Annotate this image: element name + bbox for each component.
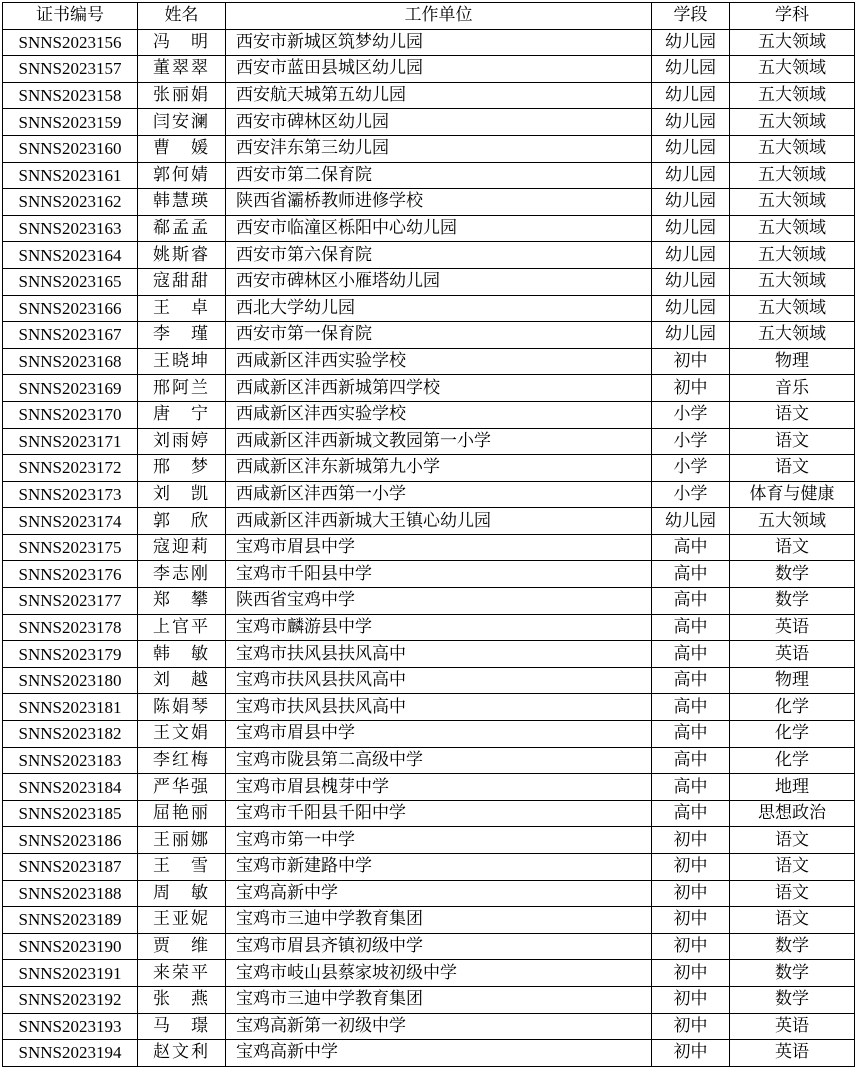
cell-work-unit: 西咸新区沣西第一小学	[226, 481, 652, 508]
cell-stage: 幼儿园	[652, 215, 730, 242]
cell-work-unit: 宝鸡市眉县齐镇初级中学	[226, 933, 652, 960]
cell-certificate-id: SNNS2023184	[3, 774, 138, 801]
cell-certificate-id: SNNS2023193	[3, 1013, 138, 1040]
header-name: 姓名	[138, 3, 226, 30]
cell-work-unit: 西咸新区沣西新城文教园第一小学	[226, 428, 652, 455]
cell-name: 马 璟	[138, 1013, 226, 1040]
cell-work-unit: 西北大学幼儿园	[226, 295, 652, 322]
table-row	[3, 82, 855, 109]
cell-work-unit: 宝鸡高新中学	[226, 880, 652, 907]
table-row	[3, 907, 855, 934]
cell-stage: 高中	[652, 747, 730, 774]
cell-work-unit: 西安市第二保育院	[226, 162, 652, 189]
cell-name: 郭 欣	[138, 508, 226, 535]
cell-work-unit: 西安市碑林区小雁塔幼儿园	[226, 268, 652, 295]
cell-certificate-id: SNNS2023189	[3, 907, 138, 934]
cell-certificate-id: SNNS2023178	[3, 614, 138, 641]
cell-subject: 语文	[730, 428, 855, 455]
cell-stage: 幼儿园	[652, 56, 730, 83]
table-row	[3, 667, 855, 694]
table-row	[3, 933, 855, 960]
cell-stage: 高中	[652, 588, 730, 615]
cell-certificate-id: SNNS2023166	[3, 295, 138, 322]
cell-stage: 高中	[652, 774, 730, 801]
cell-certificate-id: SNNS2023167	[3, 322, 138, 349]
cell-subject: 五大领域	[730, 56, 855, 83]
table-row	[3, 721, 855, 748]
cell-certificate-id: SNNS2023181	[3, 694, 138, 721]
cell-certificate-id: SNNS2023186	[3, 827, 138, 854]
table-row	[3, 1040, 855, 1067]
cell-name: 严华强	[138, 774, 226, 801]
cell-subject: 英语	[730, 641, 855, 668]
cell-subject: 语文	[730, 401, 855, 428]
cell-stage: 高中	[652, 561, 730, 588]
cell-stage: 幼儿园	[652, 189, 730, 216]
table-row	[3, 242, 855, 269]
table-row	[3, 348, 855, 375]
cell-stage: 高中	[652, 800, 730, 827]
cell-name: 刘 凯	[138, 481, 226, 508]
cell-name: 冯 明	[138, 29, 226, 56]
cell-name: 李志刚	[138, 561, 226, 588]
cell-name: 姚斯睿	[138, 242, 226, 269]
cell-name: 唐 宁	[138, 401, 226, 428]
table-row	[3, 1013, 855, 1040]
cell-name: 上官平	[138, 614, 226, 641]
cell-certificate-id: SNNS2023163	[3, 215, 138, 242]
table-row	[3, 854, 855, 881]
table-row	[3, 268, 855, 295]
cell-subject: 五大领域	[730, 189, 855, 216]
cell-subject: 英语	[730, 1040, 855, 1067]
table-row	[3, 694, 855, 721]
cell-work-unit: 宝鸡市扶风县扶风高中	[226, 641, 652, 668]
cell-name: 王亚妮	[138, 907, 226, 934]
cell-work-unit: 宝鸡市陇县第二高级中学	[226, 747, 652, 774]
cell-stage: 幼儿园	[652, 268, 730, 295]
cell-name: 王晓坤	[138, 348, 226, 375]
cell-subject: 语文	[730, 854, 855, 881]
table-row	[3, 56, 855, 83]
cell-stage: 初中	[652, 933, 730, 960]
cell-certificate-id: SNNS2023180	[3, 667, 138, 694]
cell-stage: 初中	[652, 907, 730, 934]
cell-name: 郗孟孟	[138, 215, 226, 242]
table-row	[3, 827, 855, 854]
table-row	[3, 401, 855, 428]
cell-subject: 英语	[730, 1013, 855, 1040]
cell-subject: 五大领域	[730, 82, 855, 109]
cell-name: 邢阿兰	[138, 375, 226, 402]
cell-subject: 化学	[730, 721, 855, 748]
table-row	[3, 960, 855, 987]
cell-subject: 五大领域	[730, 109, 855, 136]
cell-name: 寇迎莉	[138, 534, 226, 561]
cell-subject: 数学	[730, 561, 855, 588]
table-row	[3, 800, 855, 827]
cell-work-unit: 西咸新区沣西新城大王镇心幼儿园	[226, 508, 652, 535]
table-row	[3, 295, 855, 322]
cell-certificate-id: SNNS2023177	[3, 588, 138, 615]
cell-certificate-id: SNNS2023171	[3, 428, 138, 455]
cell-stage: 初中	[652, 375, 730, 402]
cell-work-unit: 西咸新区沣西实验学校	[226, 348, 652, 375]
cell-name: 王 雪	[138, 854, 226, 881]
cell-subject: 语文	[730, 827, 855, 854]
cell-stage: 幼儿园	[652, 508, 730, 535]
cell-name: 王文娟	[138, 721, 226, 748]
table-row	[3, 481, 855, 508]
cell-work-unit: 陕西省宝鸡中学	[226, 588, 652, 615]
cell-name: 韩 敏	[138, 641, 226, 668]
cell-certificate-id: SNNS2023185	[3, 800, 138, 827]
table-row	[3, 29, 855, 56]
cell-subject: 地理	[730, 774, 855, 801]
header-certificate-id: 证书编号	[3, 3, 138, 30]
certificate-table	[2, 2, 855, 1067]
cell-name: 屈艳丽	[138, 800, 226, 827]
cell-subject: 五大领域	[730, 242, 855, 269]
cell-subject: 五大领域	[730, 162, 855, 189]
cell-stage: 初中	[652, 960, 730, 987]
table-body	[3, 29, 855, 1066]
cell-work-unit: 西安市碑林区幼儿园	[226, 109, 652, 136]
cell-stage: 小学	[652, 428, 730, 455]
cell-name: 张 燕	[138, 986, 226, 1013]
cell-subject: 五大领域	[730, 268, 855, 295]
table-row	[3, 135, 855, 162]
header-subject: 学科	[730, 3, 855, 30]
header-work-unit: 工作单位	[226, 3, 652, 30]
table-row	[3, 588, 855, 615]
cell-work-unit: 西安市蓝田县城区幼儿园	[226, 56, 652, 83]
cell-name: 韩慧瑛	[138, 189, 226, 216]
cell-stage: 初中	[652, 880, 730, 907]
cell-stage: 高中	[652, 614, 730, 641]
table-row	[3, 109, 855, 136]
table-row	[3, 986, 855, 1013]
cell-work-unit: 陕西省灞桥教师进修学校	[226, 189, 652, 216]
cell-subject: 五大领域	[730, 295, 855, 322]
cell-stage: 初中	[652, 1040, 730, 1067]
cell-work-unit: 宝鸡市麟游县中学	[226, 614, 652, 641]
cell-certificate-id: SNNS2023179	[3, 641, 138, 668]
cell-certificate-id: SNNS2023168	[3, 348, 138, 375]
cell-certificate-id: SNNS2023175	[3, 534, 138, 561]
cell-name: 李红梅	[138, 747, 226, 774]
cell-stage: 幼儿园	[652, 29, 730, 56]
cell-stage: 初中	[652, 827, 730, 854]
cell-name: 王丽娜	[138, 827, 226, 854]
cell-stage: 高中	[652, 721, 730, 748]
cell-certificate-id: SNNS2023162	[3, 189, 138, 216]
cell-stage: 幼儿园	[652, 109, 730, 136]
cell-work-unit: 宝鸡市岐山县蔡家坡初级中学	[226, 960, 652, 987]
table-header-row	[3, 3, 855, 30]
cell-stage: 初中	[652, 348, 730, 375]
table-row	[3, 162, 855, 189]
cell-stage: 高中	[652, 534, 730, 561]
cell-stage: 幼儿园	[652, 322, 730, 349]
table-row	[3, 375, 855, 402]
cell-work-unit: 西安市新城区筑梦幼儿园	[226, 29, 652, 56]
cell-name: 王 卓	[138, 295, 226, 322]
cell-stage: 高中	[652, 694, 730, 721]
cell-subject: 数学	[730, 986, 855, 1013]
cell-name: 陈娟琴	[138, 694, 226, 721]
cell-certificate-id: SNNS2023192	[3, 986, 138, 1013]
cell-certificate-id: SNNS2023158	[3, 82, 138, 109]
cell-work-unit: 宝鸡市千阳县千阳中学	[226, 800, 652, 827]
cell-certificate-id: SNNS2023172	[3, 455, 138, 482]
cell-subject: 五大领域	[730, 135, 855, 162]
cell-subject: 数学	[730, 588, 855, 615]
cell-subject: 音乐	[730, 375, 855, 402]
cell-work-unit: 西安沣东第三幼儿园	[226, 135, 652, 162]
cell-certificate-id: SNNS2023187	[3, 854, 138, 881]
cell-certificate-id: SNNS2023191	[3, 960, 138, 987]
cell-certificate-id: SNNS2023174	[3, 508, 138, 535]
cell-work-unit: 西安市临潼区栎阳中心幼儿园	[226, 215, 652, 242]
cell-certificate-id: SNNS2023160	[3, 135, 138, 162]
cell-name: 郑 攀	[138, 588, 226, 615]
cell-name: 寇甜甜	[138, 268, 226, 295]
table-row	[3, 774, 855, 801]
cell-work-unit: 宝鸡市眉县槐芽中学	[226, 774, 652, 801]
cell-certificate-id: SNNS2023173	[3, 481, 138, 508]
table-row	[3, 534, 855, 561]
table-row	[3, 508, 855, 535]
cell-work-unit: 宝鸡市新建路中学	[226, 854, 652, 881]
cell-subject: 五大领域	[730, 215, 855, 242]
cell-stage: 高中	[652, 641, 730, 668]
cell-subject: 物理	[730, 667, 855, 694]
table-row	[3, 189, 855, 216]
cell-subject: 数学	[730, 933, 855, 960]
cell-stage: 幼儿园	[652, 135, 730, 162]
cell-certificate-id: SNNS2023159	[3, 109, 138, 136]
cell-subject: 语文	[730, 880, 855, 907]
cell-name: 邢 梦	[138, 455, 226, 482]
cell-work-unit: 西咸新区沣西新城第四学校	[226, 375, 652, 402]
cell-work-unit: 西安市第一保育院	[226, 322, 652, 349]
table-row	[3, 455, 855, 482]
cell-stage: 幼儿园	[652, 82, 730, 109]
cell-certificate-id: SNNS2023161	[3, 162, 138, 189]
cell-subject: 五大领域	[730, 29, 855, 56]
table-row	[3, 614, 855, 641]
cell-work-unit: 宝鸡市扶风县扶风高中	[226, 694, 652, 721]
cell-certificate-id: SNNS2023169	[3, 375, 138, 402]
cell-stage: 幼儿园	[652, 242, 730, 269]
cell-certificate-id: SNNS2023165	[3, 268, 138, 295]
cell-work-unit: 宝鸡市眉县中学	[226, 534, 652, 561]
cell-certificate-id: SNNS2023157	[3, 56, 138, 83]
table-row	[3, 215, 855, 242]
cell-subject: 体育与健康	[730, 481, 855, 508]
cell-work-unit: 西安航天城第五幼儿园	[226, 82, 652, 109]
cell-subject: 五大领域	[730, 322, 855, 349]
cell-subject: 数学	[730, 960, 855, 987]
cell-certificate-id: SNNS2023164	[3, 242, 138, 269]
cell-certificate-id: SNNS2023190	[3, 933, 138, 960]
cell-subject: 语文	[730, 907, 855, 934]
cell-work-unit: 宝鸡高新中学	[226, 1040, 652, 1067]
cell-subject: 思想政治	[730, 800, 855, 827]
cell-subject: 语文	[730, 455, 855, 482]
cell-certificate-id: SNNS2023194	[3, 1040, 138, 1067]
cell-stage: 初中	[652, 986, 730, 1013]
cell-work-unit: 宝鸡市扶风县扶风高中	[226, 667, 652, 694]
cell-stage: 小学	[652, 481, 730, 508]
cell-work-unit: 西咸新区沣西实验学校	[226, 401, 652, 428]
cell-name: 贾 维	[138, 933, 226, 960]
cell-subject: 语文	[730, 534, 855, 561]
cell-name: 曹 媛	[138, 135, 226, 162]
cell-work-unit: 宝鸡市三迪中学教育集团	[226, 907, 652, 934]
cell-name: 张丽娟	[138, 82, 226, 109]
cell-name: 闫安澜	[138, 109, 226, 136]
cell-name: 李 瑾	[138, 322, 226, 349]
cell-stage: 小学	[652, 455, 730, 482]
cell-work-unit: 宝鸡市第一中学	[226, 827, 652, 854]
cell-work-unit: 宝鸡市眉县中学	[226, 721, 652, 748]
cell-stage: 幼儿园	[652, 162, 730, 189]
cell-stage: 高中	[652, 667, 730, 694]
table-row	[3, 880, 855, 907]
cell-certificate-id: SNNS2023176	[3, 561, 138, 588]
cell-stage: 幼儿园	[652, 295, 730, 322]
cell-subject: 化学	[730, 694, 855, 721]
table-row	[3, 428, 855, 455]
header-stage: 学段	[652, 3, 730, 30]
cell-subject: 化学	[730, 747, 855, 774]
table-row	[3, 747, 855, 774]
table-row	[3, 561, 855, 588]
table-row	[3, 322, 855, 349]
cell-subject: 英语	[730, 614, 855, 641]
cell-name: 董翠翠	[138, 56, 226, 83]
cell-subject: 物理	[730, 348, 855, 375]
cell-name: 刘雨婷	[138, 428, 226, 455]
cell-work-unit: 宝鸡市三迪中学教育集团	[226, 986, 652, 1013]
cell-certificate-id: SNNS2023183	[3, 747, 138, 774]
cell-certificate-id: SNNS2023170	[3, 401, 138, 428]
cell-stage: 小学	[652, 401, 730, 428]
cell-certificate-id: SNNS2023182	[3, 721, 138, 748]
cell-name: 赵文利	[138, 1040, 226, 1067]
cell-work-unit: 宝鸡高新第一初级中学	[226, 1013, 652, 1040]
cell-stage: 初中	[652, 1013, 730, 1040]
cell-certificate-id: SNNS2023156	[3, 29, 138, 56]
cell-name: 刘 越	[138, 667, 226, 694]
cell-name: 郭何婧	[138, 162, 226, 189]
cell-work-unit: 西安市第六保育院	[226, 242, 652, 269]
cell-work-unit: 西咸新区沣东新城第九小学	[226, 455, 652, 482]
cell-subject: 五大领域	[730, 508, 855, 535]
cell-name: 来荣平	[138, 960, 226, 987]
cell-stage: 初中	[652, 854, 730, 881]
cell-certificate-id: SNNS2023188	[3, 880, 138, 907]
cell-name: 周 敏	[138, 880, 226, 907]
table-row	[3, 641, 855, 668]
cell-work-unit: 宝鸡市千阳县中学	[226, 561, 652, 588]
